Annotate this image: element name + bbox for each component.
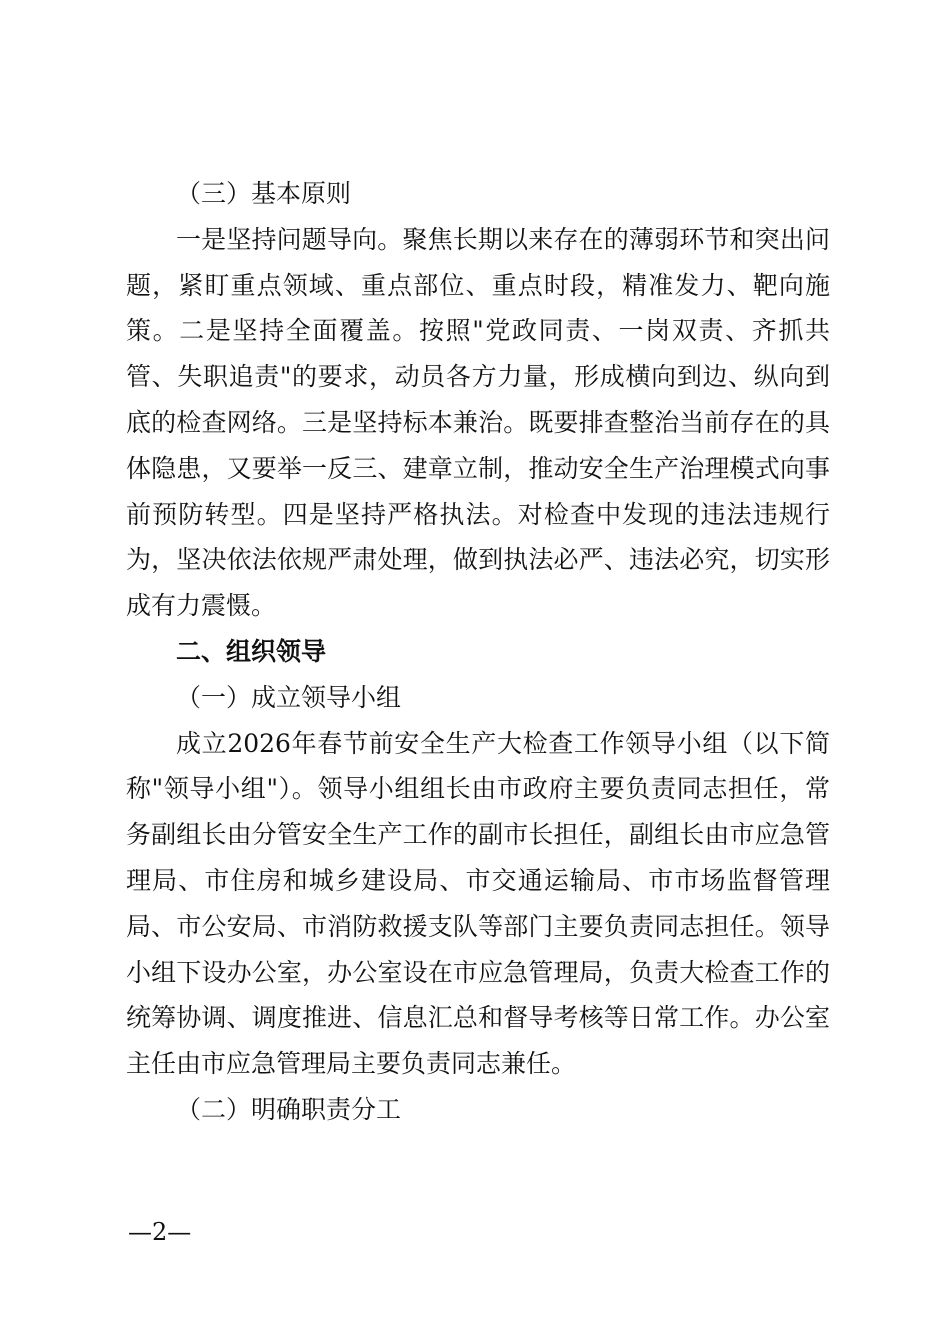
document-body [126, 171, 830, 1133]
chapter-heading-organization: 二、组织领导 [176, 636, 327, 666]
leadership-paragraph: 成立2026年春节前安全生产大检查工作领导小组（以下简称"领导小组"）。领导小组组长由市政府主要负责同志担任，常务副组长由分管安全生产工作的副市长担任，副组长由市应急管理局、市住房和城乡建设局、市交通运输局、市市场监督管理局、市公安局、市消防救援支队等部门主要负责同志担任。领导小组下设办公室，办公室设在市应急管理局，负责大检查工作的统筹协调、调度推进、信息汇总和督导考核等日常工作。办公室主任由市应急管理局主要负责同志兼任。 [126, 728, 830, 1079]
section-heading-leadership-group: （一）成立领导小组 [176, 682, 402, 712]
page-number: —2— [128, 1218, 192, 1246]
principles-paragraph: 一是坚持问题导向。聚焦长期以来存在的薄弱环节和突出问题，紧盯重点领域、重点部位、重点时段，精准发力、靶向施策。二是坚持全面覆盖。按照"党政同责、一岗双责、齐抓共管、失职追责"的要求，动员各方力量，形成横向到边、纵向到底的检查网络。三是坚持标本兼治。既要排查整治当前存在的具体隐患，又要举一反三、建章立制，推动安全生产治理模式向事前预防转型。四是坚持严格执法。对检查中发现的违法违规行为，坚决依法依规严肃处理，做到执法必严、违法必究，切实形成有力震慑。 [126, 224, 830, 621]
section-heading-responsibilities: （二）明确职责分工 [176, 1094, 402, 1124]
section-heading-basic-principles: （三）基本原则 [176, 179, 352, 208]
